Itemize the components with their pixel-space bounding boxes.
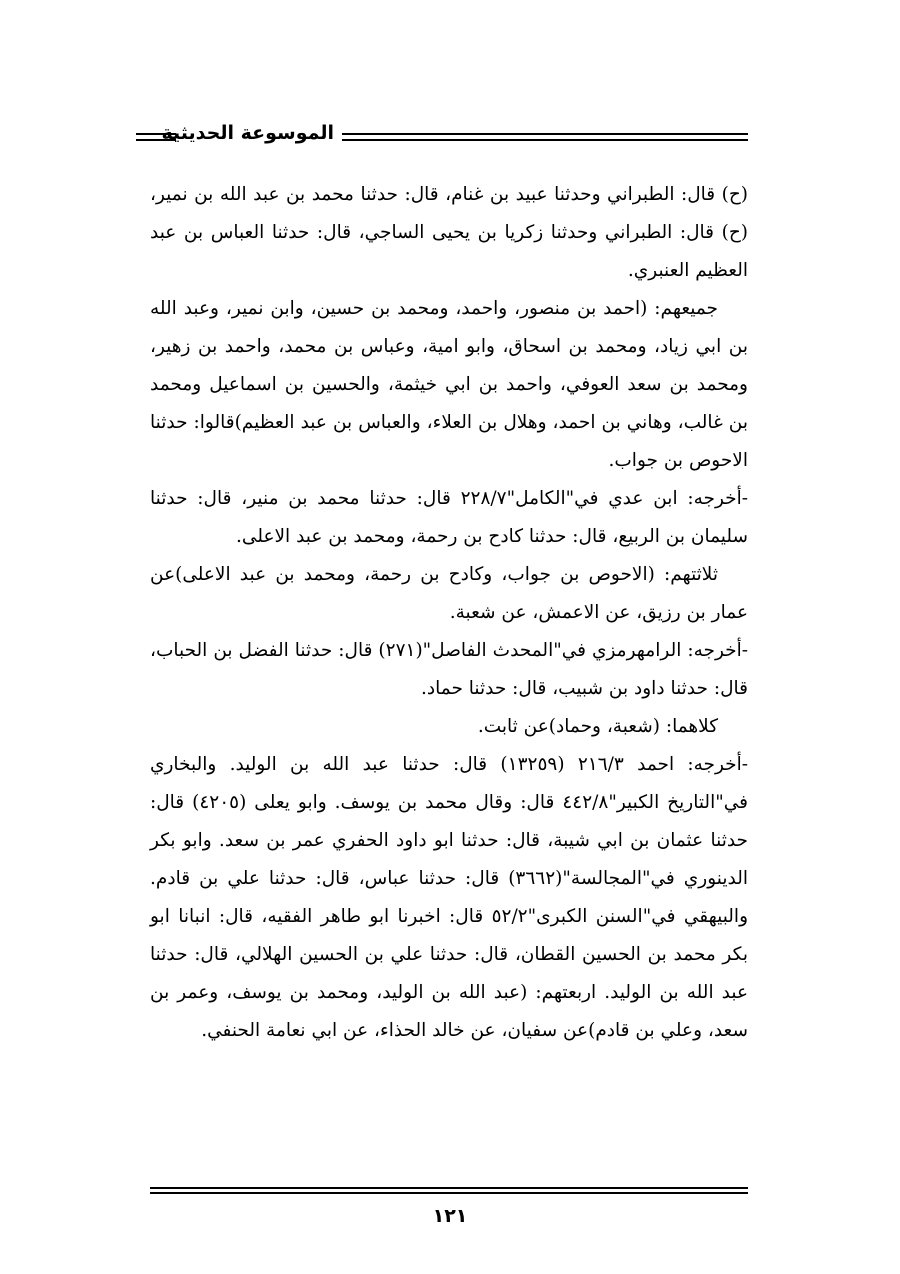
paragraph-kilahuma: كلاهما: (شعبة، وحماد)عن ثابت.	[477, 716, 718, 737]
header-rule-right	[342, 133, 748, 141]
paragraph-ramahurmuzi: -أخرجه: الرامهرمزي في"المحدث الفاصل"(٢٧١) قال: حدثنا الفضل بن الحباب، قال: حدثنا داود بن شبيب، قال: حدثنا حماد.	[150, 640, 748, 699]
paragraph-ibn-adi: -أخرجه: ابن عدي في"الكامل"٢٢٨/٧ قال: حدثنا محمد بن منير، قال: حدثنا سليمان بن الربيع، قال: حدثنا كادح بن رحمة، ومحمد بن عبد الاعلى.	[150, 488, 748, 547]
paragraph-thalathatuhum: ثلاثتهم: (الاحوص بن جواب، وكادح بن رحمة، ومحمد بن عبد الاعلى)عن عمار بن رزيق، عن الاعمش، عن شعبة.	[150, 564, 748, 623]
paragraph-ahmad-bukhari: -أخرجه: احمد ٢١٦/٣ (١٣٢٥٩) قال: حدثنا عبد الله بن الوليد. والبخاري في"التاريخ الكبير"٤٤٢/٨ قال: وقال محمد بن يوسف. وابو يعلى (٤٢٠٥) قال: حدثنا عثمان بن ابي شيبة، قال: حدثنا ابو داود الحفري عمر بن سعد. وابو بكر الدينوري في"المجالسة"(٣٦٦٢) قال: حدثنا عباس، قال: حدثنا علي بن قادم. والبيهقي في"السنن الكبرى"٥٢/٢ قال: اخبرنا ابو طاهر الفقيه، قال: انبانا ابو بكر محمد بن الحسين القطان، قال: حدثنا علي بن الحسين الهلالي، قال: حدثنا عبد الله بن الوليد. اربعتهم: (عبد الله بن الوليد، ومحمد بن يوسف، وعمر بن سعد، وعلي بن قادم)عن سفيان، عن خالد الحذاء، عن ابي نعامة الحنفي.	[150, 754, 749, 1041]
page-body	[150, 176, 748, 1050]
paragraph-jamiahum: جميعهم: (احمد بن منصور، واحمد، ومحمد بن حسين، وابن نمير، وعبد الله بن ابي زياد، ومحمد بن اسحاق، وابو امية، وعباس بن محمد، واحمد بن زهير، ومحمد بن سعد العوفي، واحمد بن ابي خيثمة، والحسين بن اسماعيل ومحمد بن غالب، وهاني بن احمد، وهلال بن العلاء، والعباس بن عبد العظيم)قالوا: حدثنا الاحوص بن جواب.	[150, 298, 748, 471]
page-header	[136, 118, 748, 158]
book-title: الموسوعة الحديثية	[161, 122, 334, 144]
page-number: ١٢١	[432, 1205, 468, 1227]
footer-rule	[150, 1187, 748, 1194]
paragraph-isnad-tabarani: (ح) قال: الطبراني وحدثنا عبيد بن غنام، قال: حدثنا محمد بن عبد الله بن نمير، (ح) قال: الطبراني وحدثنا زكريا بن يحيى الساجي، قال: حدثنا العباس بن عبد العظيم العنبري.	[150, 184, 748, 281]
